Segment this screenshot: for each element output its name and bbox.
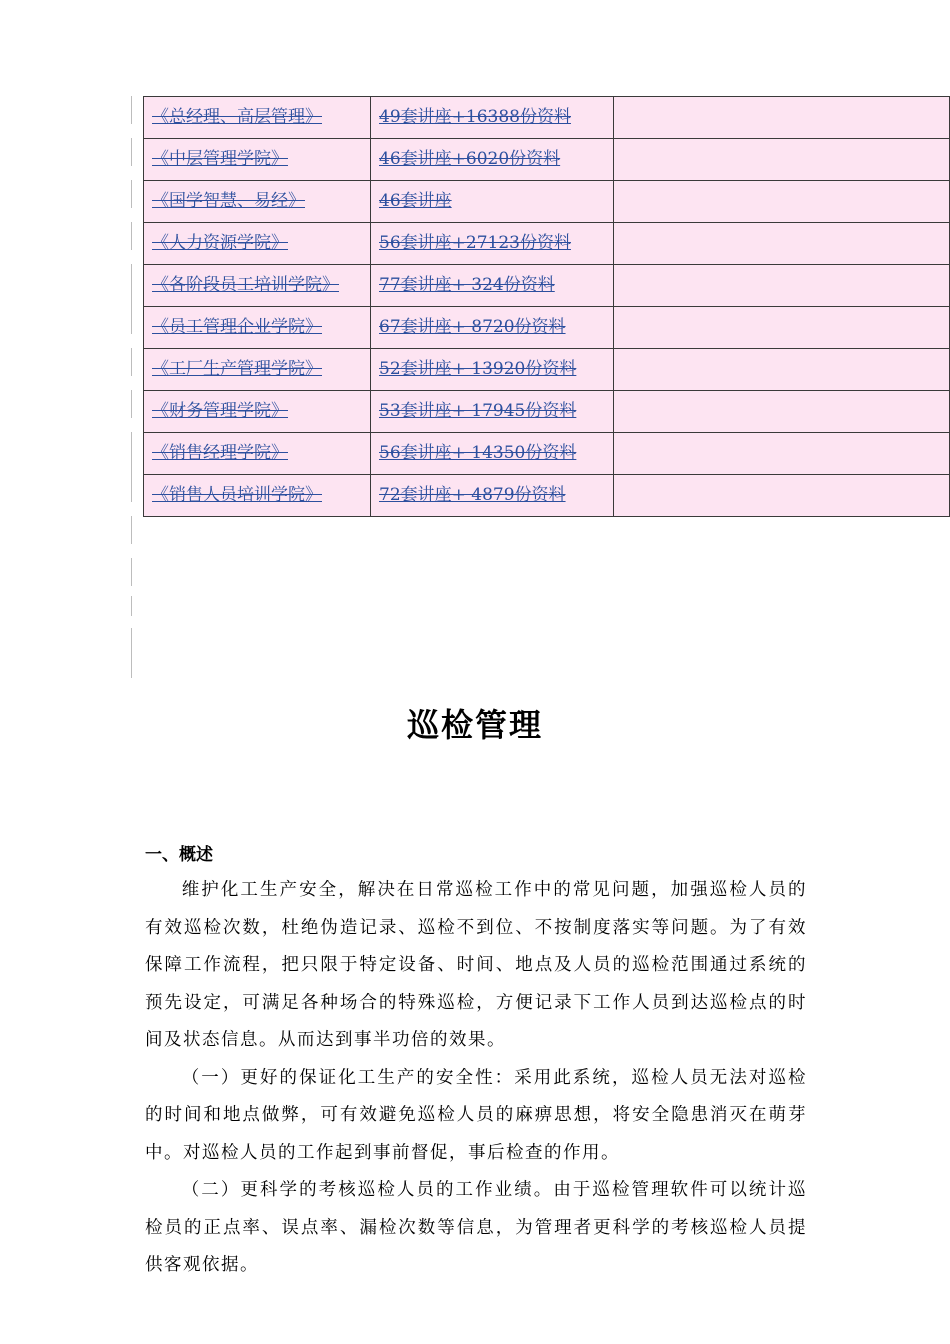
table-row xyxy=(144,139,950,181)
document-title: 巡检管理 xyxy=(406,706,543,744)
empty-cell xyxy=(614,181,950,223)
table-row xyxy=(144,223,950,265)
course-detail-link[interactable]: 49套讲座+16388份资料 xyxy=(379,107,571,127)
course-name-link[interactable]: 《销售人员培训学院》 xyxy=(152,485,322,505)
course-detail-link[interactable]: 46套讲座+6020份资料 xyxy=(379,149,561,169)
section-heading: 一、概述 xyxy=(145,845,213,865)
course-detail-link[interactable]: 67套讲座+ 8720份资料 xyxy=(379,317,566,337)
course-detail-link[interactable]: 46套讲座 xyxy=(379,191,452,211)
table-row xyxy=(144,433,950,475)
empty-cell xyxy=(614,433,950,475)
empty-cell xyxy=(614,391,950,433)
empty-cell xyxy=(614,139,950,181)
course-detail-link[interactable]: 56套讲座+ 14350份资料 xyxy=(379,443,577,463)
empty-cell xyxy=(614,265,950,307)
empty-cell xyxy=(614,307,950,349)
course-name-link[interactable]: 《各阶段员工培训学院》 xyxy=(152,275,339,295)
document-body xyxy=(145,838,807,1285)
paragraph: 维护化工生产安全，解决在日常巡检工作中的常见问题，加强巡检人员的有效巡检次数，杜绝伪造记录、巡检不到位、不按制度落实等问题。为了有效保障工作流程，把只限于特定设备、时间、地点及人员的巡检范围通过系统的预先设定，可满足各种场合的特殊巡检，方便记录下工作人员到达巡检点的时间及状态信息。从而达到事半功倍的效果。 xyxy=(145,880,807,1050)
course-name-link[interactable]: 《人力资源学院》 xyxy=(152,233,288,253)
course-name-link[interactable]: 《总经理、高层管理》 xyxy=(152,107,322,127)
table-row xyxy=(144,265,950,307)
course-name-link[interactable]: 《财务管理学院》 xyxy=(152,401,288,421)
empty-cell xyxy=(614,475,950,517)
course-detail-link[interactable]: 53套讲座+ 17945份资料 xyxy=(379,401,577,421)
course-detail-link[interactable]: 77套讲座+ 324份资料 xyxy=(379,275,555,295)
table-row xyxy=(144,391,950,433)
margin-marks xyxy=(131,96,133,681)
paragraph: （二）更科学的考核巡检人员的工作业绩。由于巡检管理软件可以统计巡检员的正点率、误点率、漏检次数等信息，为管理者更科学的考核巡检人员提供客观依据。 xyxy=(145,1180,807,1275)
empty-cell xyxy=(614,223,950,265)
course-detail-link[interactable]: 72套讲座+ 4879份资料 xyxy=(379,485,566,505)
course-name-link[interactable]: 《中层管理学院》 xyxy=(152,149,288,169)
course-name-link[interactable]: 《国学智慧、易经》 xyxy=(152,191,305,211)
table-row xyxy=(144,97,950,139)
table-row xyxy=(144,181,950,223)
course-table xyxy=(143,96,950,517)
course-detail-link[interactable]: 56套讲座+27123份资料 xyxy=(379,233,571,253)
course-detail-link[interactable]: 52套讲座+ 13920份资料 xyxy=(379,359,577,379)
course-name-link[interactable]: 《员工管理企业学院》 xyxy=(152,317,322,337)
table-row xyxy=(144,349,950,391)
course-name-link[interactable]: 《工厂生产管理学院》 xyxy=(152,359,322,379)
course-name-link[interactable]: 《销售经理学院》 xyxy=(152,443,288,463)
table-row xyxy=(144,475,950,517)
table-row xyxy=(144,307,950,349)
paragraph: （一）更好的保证化工生产的安全性：采用此系统，巡检人员无法对巡检的时间和地点做弊，可有效避免巡检人员的麻痹思想，将安全隐患消灭在萌芽中。对巡检人员的工作起到事前督促，事后检查的作用。 xyxy=(145,1067,807,1163)
empty-cell xyxy=(614,97,950,139)
empty-cell xyxy=(614,349,950,391)
